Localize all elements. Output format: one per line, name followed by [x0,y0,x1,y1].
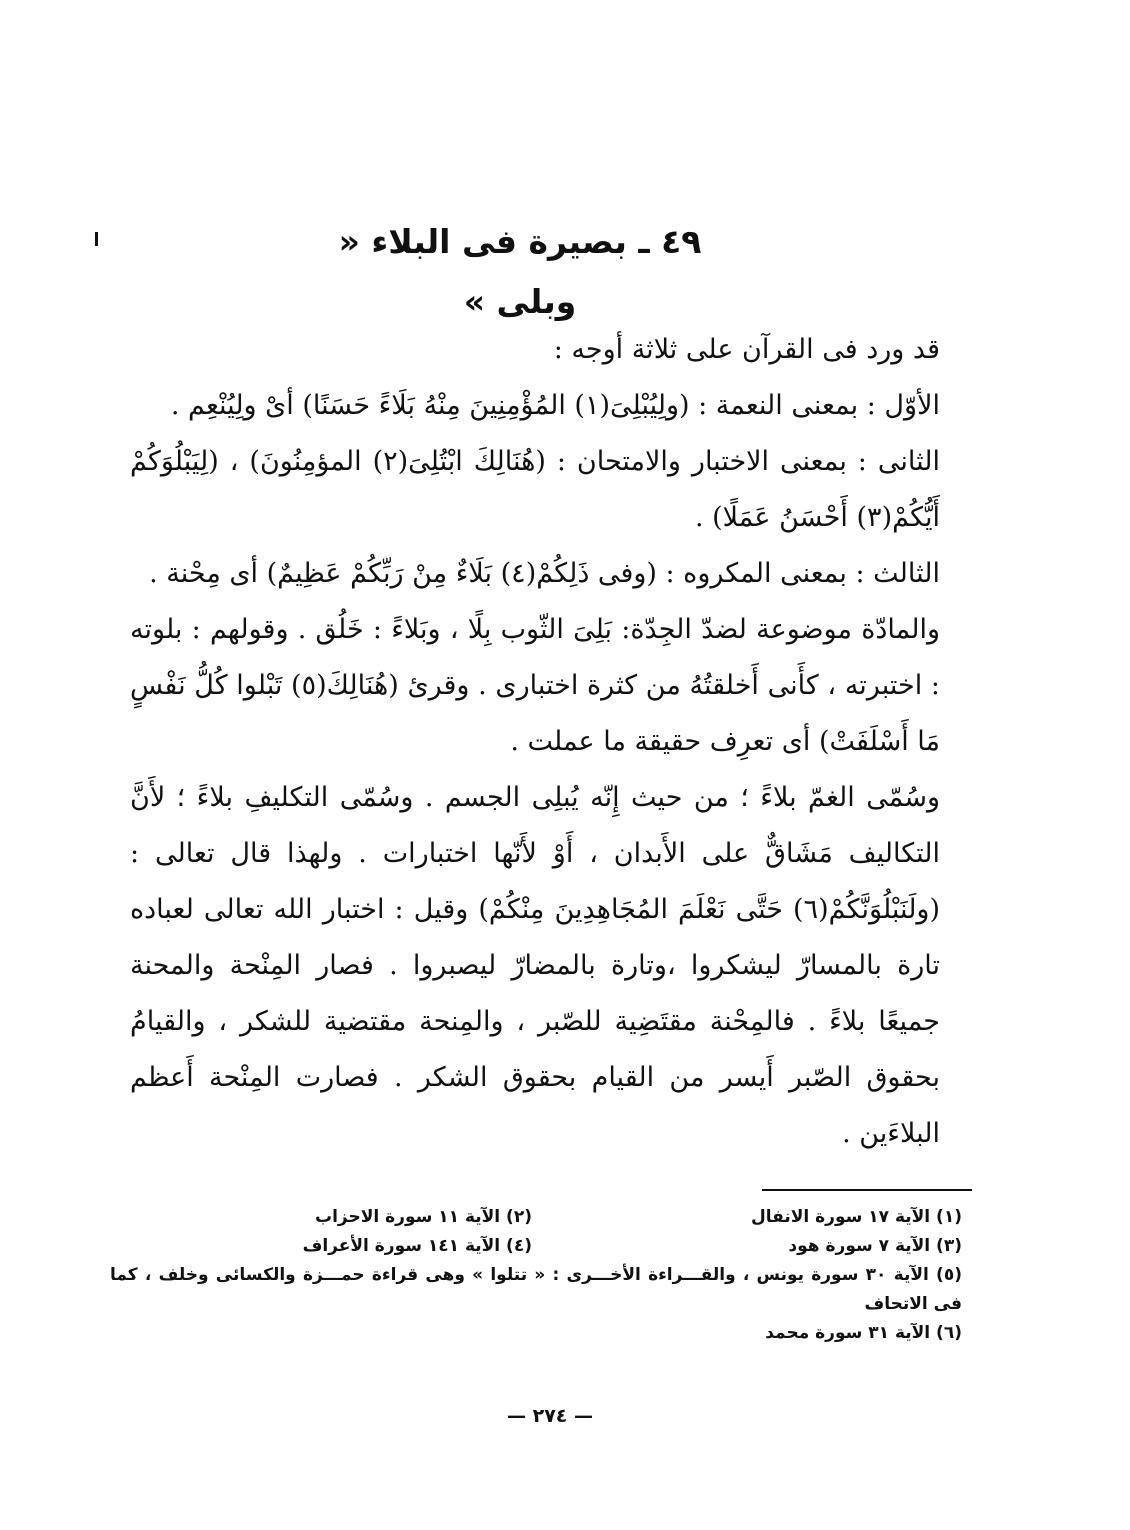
footnote-6: (٦) الآية ٣١ سورة محمد [765,1323,962,1343]
footnote-2: (٢) الآية ١١ سورة الاحزاب [315,1207,532,1227]
paragraph: الثالث : بمعنى المكروه : (وفى ذَلِكُمْ(٤) بَلَاءٌ مِنْ رَبِّكُمْ عَظِيمٌ) أى مِحْنة . [149,558,940,589]
paragraph: الأوّل : بمعنى النعمة : (ولِيُبْلِىَ(١) المُؤْمِنِينَ مِنْهُ بَلَاءً حَسَنًا) أىْ ولِيُنْعِم . [170,390,940,421]
section-heading: ٤٩ ـ بصيرة فى البلاء « وبلى » [338,222,702,321]
paragraph: الثانى : بمعنى الاختبار والامتحان : (هُنَالِكَ ابْتُلِىَ(٢) المؤمِنُونَ) ، (لِيَبْلُوَكُمْ أَيُّكُمْ(٣) أَحْسَنُ عَمَلًا) . [130,446,940,533]
footnote-5: (٥) الآية ٣٠ سورة يونس ، والقـــراءة الأخـــرى : « تتلوا » وهى قراءة حمـــزة والكسائى وخلف ، كما فى الاتحاف [110,1265,962,1314]
body-text [130,322,940,1162]
paragraph: وسُمّى الغمّ بلاءً ؛ من حيث إِنّه يُبلِى الجسم . وسُمّى التكليفِ بلاءً ؛ لأَنَّ التكاليف مَشَاقٌّ على الأَبدان ، أَوْ لأَنّها اختبارات . ولهذا قال تعالى : (ولَنَبْلُوَنَّكُمْ(٦) حَتَّى نَعْلَمَ المُجَاهِدِينَ مِنْكُمْ) وقيل : اختبار الله تعالى لعباده تارة بالمسارّ ليشكروا ،وتارة بالمضارّ ليصبروا . فصار المِنْحة والمحنة جميعًا بلاءً . فالمِحْنة مقتَضِية للصّبر ، والمِنحة مقتضية للشكر ، والقيامُ بحقوق الصّبر أَيسر من القيام بحقوق الشكر . فصارت المِنْحة أَعظم البلاءَين . [130,782,940,1149]
paragraph: قد ورد فى القرآن على ثلاثة أوجه : [553,334,940,365]
footnote-1: (١) الآية ١٧ سورة الانفال [750,1207,962,1227]
footnotes [110,1203,970,1348]
footnote-row [110,1232,970,1261]
paragraph: والمادّة موضوعة لضدّ الجِدّة: بَلِىَ الثّوب بِلًا ، وبَلاءً : خَلُق . وقولهم : بلوته : اختبرته ، كأَنى أَخلقتُهُ من كثرة اختبارى . وقرئ (هُنَالِكَ(٥) تَبْلوا كُلُّ نَفْسٍ مَا أَسْلَفَتْ) أى تعرِف حقيقة ما عملت . [130,614,940,757]
margin-mark [95,232,98,246]
footnote-divider [762,1189,972,1191]
page-number: — ٢٧٤ — [506,1405,594,1427]
footnote-3: (٣) الآية ٧ سورة هود [788,1236,962,1256]
footnote-row [110,1203,970,1232]
footnote-4: (٤) الآية ١٤١ سورة الأعراف [302,1236,532,1256]
